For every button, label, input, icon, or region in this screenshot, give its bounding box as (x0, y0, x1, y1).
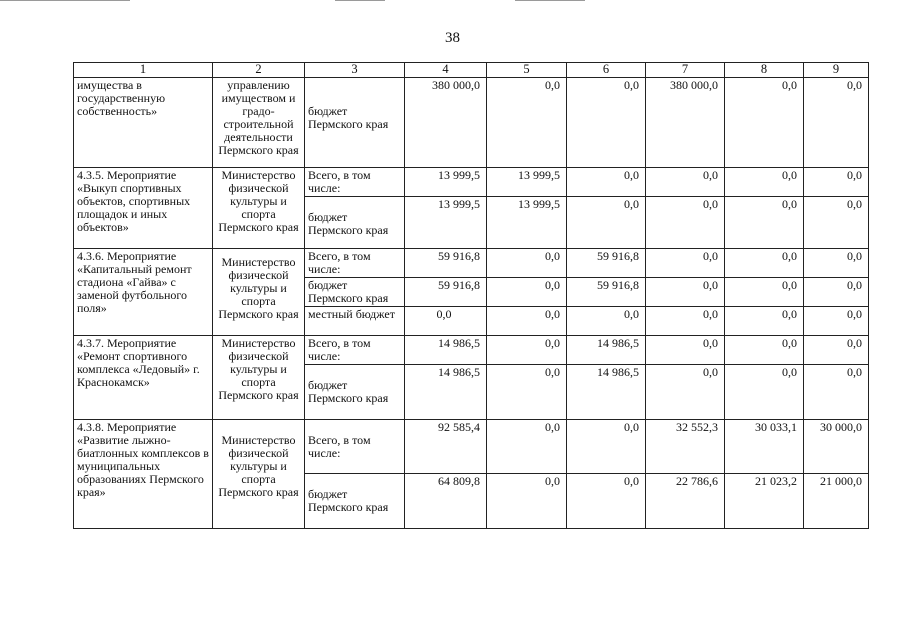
value-cell: 0,0 (487, 278, 567, 307)
value-cell: 0,0 (804, 336, 869, 365)
value-cell: 0,0 (646, 249, 725, 278)
funding-source-label: бюджет Пермского края (308, 104, 389, 131)
value-cell: 30 033,1 (725, 420, 804, 474)
value-cell: 14 986,5 (405, 365, 487, 420)
value-cell: 0,0 (487, 420, 567, 474)
table-row (74, 336, 869, 365)
value-cell: 21 023,2 (725, 474, 804, 529)
value-cell: 0,0 (725, 78, 804, 168)
executor-cell: Министерство физической культуры и спорта Пермского края (213, 336, 305, 420)
value-cell: 0,0 (725, 365, 804, 420)
value-cell: 13 999,5 (487, 168, 567, 197)
table-row (74, 168, 869, 197)
value-cell: 59 916,8 (405, 249, 487, 278)
value-cell: 14 986,5 (567, 365, 646, 420)
value-cell: 0,0 (487, 365, 567, 420)
measure-name-cell: имущества в государственную собственность» (74, 78, 213, 168)
funding-source-cell (305, 365, 405, 420)
executor-cell (213, 420, 305, 529)
value-cell: 59 916,8 (567, 249, 646, 278)
value-cell: 0,0 (646, 365, 725, 420)
value-cell: 0,0 (725, 278, 804, 307)
scan-line-center (335, 0, 385, 1)
measure-name-cell: 4.3.8. Мероприятие «Развитие лыжно-биатлонных комплексов в муниципальных образованиях Пермского края» (74, 420, 213, 529)
executor-label: Министерство физической культуры и спорта Пермского края (218, 433, 299, 499)
value-cell: 0,0 (567, 168, 646, 197)
value-cell: 0,0 (487, 249, 567, 278)
funding-source-cell: Всего, в том числе: (305, 249, 405, 278)
funding-source-label: Всего, в том числе: (308, 433, 371, 460)
value-cell: 0,0 (567, 474, 646, 529)
value-cell: 13 999,5 (405, 168, 487, 197)
value-cell: 0,0 (646, 278, 725, 307)
funding-source-cell: Всего, в том числе: (305, 336, 405, 365)
value-cell: 14 986,5 (405, 336, 487, 365)
value-cell: 0,0 (804, 249, 869, 278)
header-cell: 6 (567, 63, 646, 78)
header-cell: 3 (305, 63, 405, 78)
funding-source-cell (305, 420, 405, 474)
funding-source-cell: Всего, в том числе: (305, 168, 405, 197)
value-cell: 0,0 (487, 307, 567, 336)
value-cell: 0,0 (646, 168, 725, 197)
executor-label: Министерство физической культуры и спорта Пермского края (218, 255, 299, 321)
header-cell: 9 (804, 63, 869, 78)
header-row (74, 63, 869, 78)
executor-cell (213, 249, 305, 336)
funding-source-cell (305, 474, 405, 529)
page-number: 38 (445, 30, 460, 46)
scan-line-right (515, 0, 585, 1)
value-cell: 0,0 (725, 197, 804, 249)
budget-table (73, 62, 869, 529)
value-cell: 59 916,8 (405, 278, 487, 307)
funding-source-label: бюджет Пермского края (308, 378, 389, 405)
value-cell: 0,0 (804, 168, 869, 197)
funding-source-label: бюджет Пермского края (308, 210, 389, 237)
value-cell: 0,0 (804, 278, 869, 307)
scan-line-left (0, 0, 130, 1)
value-cell: 0,0 (725, 168, 804, 197)
value-cell: 14 986,5 (567, 336, 646, 365)
table-row (74, 249, 869, 278)
value-cell: 0,0 (725, 249, 804, 278)
value-cell: 0,0 (804, 78, 869, 168)
measure-name-cell: 4.3.5. Мероприятие «Выкуп спортивных объектов, спортивных площадок и иных объектов» (74, 168, 213, 249)
executor-cell: Министерство физической культуры и спорта Пермского края (213, 168, 305, 249)
funding-source-cell: местный бюджет (305, 307, 405, 336)
value-cell: 0,0 (567, 420, 646, 474)
value-cell: 22 786,6 (646, 474, 725, 529)
value-cell: 0,0 (725, 336, 804, 365)
header-cell: 4 (405, 63, 487, 78)
value-cell: 0,0 (487, 78, 567, 168)
value-cell: 0,0 (487, 474, 567, 529)
value-cell: 0,0 (405, 307, 487, 336)
header-cell: 2 (213, 63, 305, 78)
value-cell: 0,0 (725, 307, 804, 336)
value-cell: 0,0 (804, 307, 869, 336)
table-row (74, 420, 869, 474)
value-cell: 13 999,5 (405, 197, 487, 249)
value-cell: 0,0 (567, 197, 646, 249)
table-row (74, 78, 869, 168)
funding-source-cell (305, 78, 405, 168)
value-cell: 0,0 (804, 365, 869, 420)
executor-cell: управлению имуществом и градо-строительной деятельности Пермского края (213, 78, 305, 168)
value-cell: 30 000,0 (804, 420, 869, 474)
value-cell: 32 552,3 (646, 420, 725, 474)
value-cell: 0,0 (646, 197, 725, 249)
value-cell: 13 999,5 (487, 197, 567, 249)
funding-source-cell: бюджет Пермского края (305, 278, 405, 307)
funding-source-label: бюджет Пермского края (308, 487, 389, 514)
value-cell: 21 000,0 (804, 474, 869, 529)
value-cell: 64 809,8 (405, 474, 487, 529)
measure-name-cell: 4.3.7. Мероприятие «Ремонт спортивного комплекса «Ледовый» г. Краснокамск» (74, 336, 213, 420)
value-cell: 380 000,0 (646, 78, 725, 168)
header-cell: 7 (646, 63, 725, 78)
value-cell: 0,0 (567, 307, 646, 336)
value-cell: 92 585,4 (405, 420, 487, 474)
measure-name-cell: 4.3.6. Мероприятие «Капитальный ремонт стадиона «Гайва» с заменой футбольного поля» (74, 249, 213, 336)
value-cell: 0,0 (567, 78, 646, 168)
header-cell: 8 (725, 63, 804, 78)
value-cell: 0,0 (646, 307, 725, 336)
value-cell: 0,0 (646, 336, 725, 365)
header-cell: 1 (74, 63, 213, 78)
header-cell: 5 (487, 63, 567, 78)
value-cell: 59 916,8 (567, 278, 646, 307)
funding-source-cell (305, 197, 405, 249)
value-cell: 0,0 (487, 336, 567, 365)
value-cell: 0,0 (804, 197, 869, 249)
value-cell: 380 000,0 (405, 78, 487, 168)
